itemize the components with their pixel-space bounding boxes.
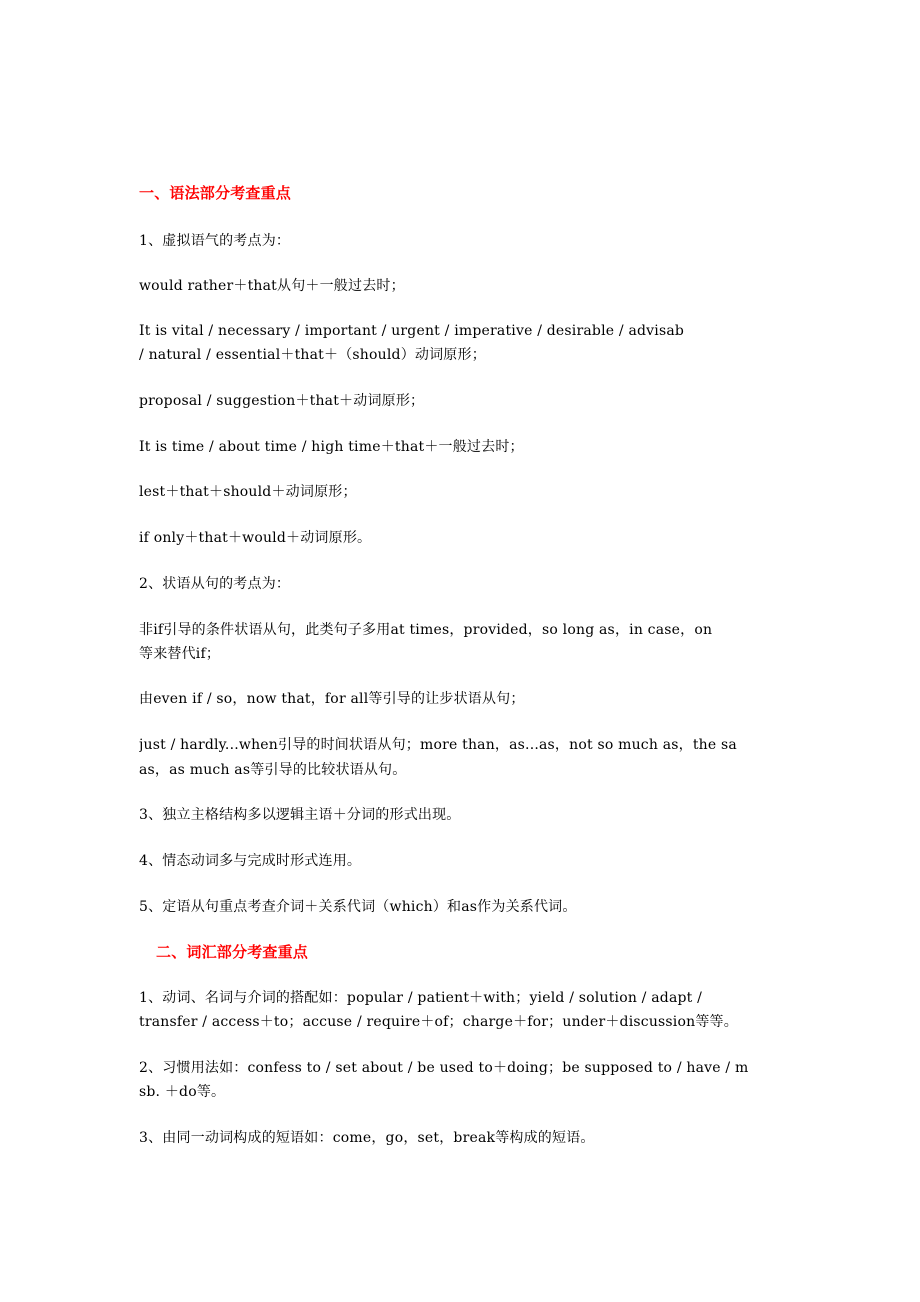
grammar-item-2-title: 2、状语从句的考点为： [139, 576, 291, 592]
grammar-item-1-title: 1、虚拟语气的考点为： [139, 233, 291, 249]
grammar-item-4: 4、情态动词多与完成时形式连用。 [139, 853, 362, 869]
subjunctive-point-6: if only＋that＋would＋动词原形。 [139, 530, 372, 546]
adverbial-point-1-line-2: 等来替代if； [139, 646, 221, 662]
vocab-item-3: 3、由同一动词构成的短语如：come，go，set，break等构成的短语。 [139, 1130, 595, 1146]
vocab-item-1-line-1: 1、动词、名词与介词的搭配如：popular / patient＋with；yield / solution / adapt / [139, 990, 703, 1006]
vocab-item-2-line-2: sb. ＋do等。 [139, 1084, 226, 1100]
document-body [139, 0, 781, 1302]
subjunctive-point-3: proposal / suggestion＋that＋动词原形； [139, 393, 425, 409]
section-1-heading: 一、语法部分考查重点 [139, 184, 292, 202]
section-2-heading: 二、词汇部分考查重点 [156, 943, 309, 961]
adverbial-point-3-line-1: just / hardly...when引导的时间状语从句；more than，as...as，not so much as，the sa [139, 737, 737, 753]
grammar-item-3: 3、独立主格结构多以逻辑主语＋分词的形式出现。 [139, 807, 461, 823]
subjunctive-point-2-line-2: / natural / essential＋that＋（should）动词原形； [139, 347, 486, 363]
adverbial-point-2: 由even if / so，now that，for all等引导的让步状语从句； [139, 691, 525, 707]
vocab-item-1-line-2: transfer / access＋to；accuse / require＋of；charge＋for；under＋discussion等等。 [139, 1014, 738, 1030]
adverbial-point-3-line-2: as，as much as等引导的比较状语从句。 [139, 762, 407, 778]
subjunctive-point-5: lest＋that＋should＋动词原形； [139, 484, 357, 500]
vocab-item-2-line-1: 2、习惯用法如：confess to / set about / be used to＋doing；be supposed to / have / m [139, 1060, 749, 1076]
subjunctive-point-2-line-1: It is vital / necessary / important / urgent / imperative / desirable / advisab [139, 323, 685, 339]
subjunctive-point-4: It is time / about time / high time＋that＋一般过去时； [139, 439, 524, 455]
grammar-item-5: 5、定语从句重点考查介词＋关系代词（which）和as作为关系代词。 [139, 899, 577, 915]
subjunctive-point-1: would rather＋that从句＋一般过去时； [139, 278, 405, 294]
adverbial-point-1-line-1: 非if引导的条件状语从句，此类句子多用at times，provided，so long as，in case，on [139, 622, 713, 638]
